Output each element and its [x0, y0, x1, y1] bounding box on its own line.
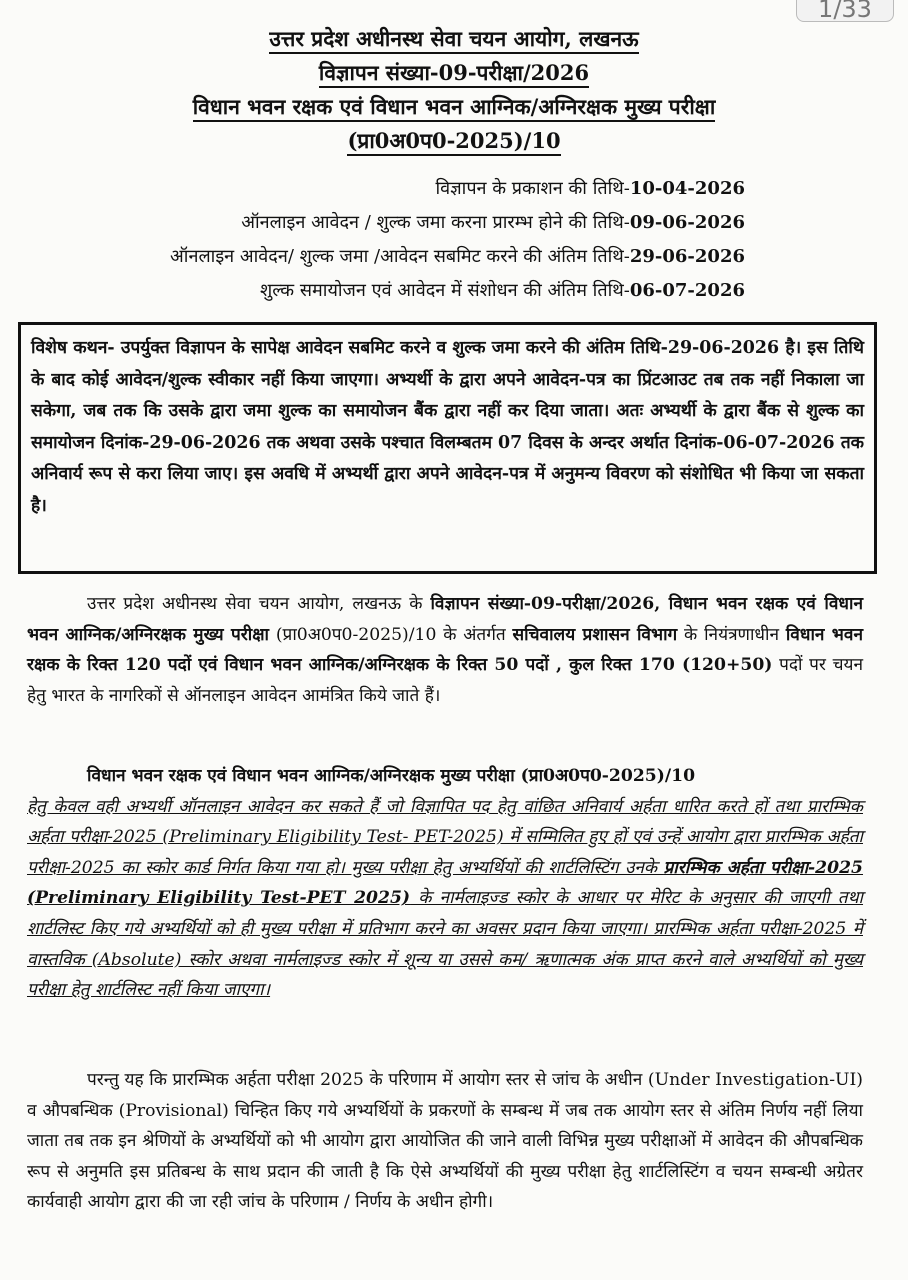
proviso-paragraph: परन्तु यह कि प्रारम्भिक अर्हता परीक्षा 2025 के परिणाम में आयोग स्तर से जांच के अधीन (Under Investigation-UI) व औपबन्धिक (Provisional) चिन्हित किए गये अभ्यर्थियों के प्रकरणों के सम्बन्ध में जब तक आयोग स्तर से अंतिम निर्णय नहीं लिया जाता तब तक इन श्रेणियों के अभ्यर्थियों को भी आयोग द्वारा आयोजित की जाने वाली विभिन्न मुख्य परीक्षाओं में आवेदन की औपबन्धिक रूप से अनुमति इस प्रतिबन्ध के साथ प्रदान की जाती है कि ऐसे अभ्यर्थियों की मुख्य परीक्षा हेतु शार्टलिस्टिंग व चयन सम्बन्धी अग्रेतर कार्यवाही आयोग द्वारा की जा रही जांच के परिणाम / निर्णय के अधीन होगी। [27, 1070, 863, 1213]
eligibility-body: हेतु केवल वही अभ्यर्थी ऑनलाइन आवेदन कर सकते हैं जो विज्ञापित पद हेतु वांछित अनिवार्य अर्हता धारित करते हों तथा प्रारम्भिक अर्हता परीक्षा-2025 (Preliminary Eligibility Test- PET-2025) में सम्मिलित हुए हों एवं उन्हें आयोग द्वारा प्रारम्भिक अर्हता परीक्षा-2025 का स्कोर कार्ड निर्गत किया गया हो। मुख्य परीक्षा हेतु अभ्यर्थियों की शार्टलिस्टिंग उनके प्रारम्भिक अर्हता परीक्षा-2025 (Preliminary Eligibility Test-PET 2025) के नार्मलाइज्ड स्कोर के आधार पर मेरिट के अनुसार की जाएगी तथा शार्टलिस्ट किए गये अभ्यर्थियों को ही मुख्य परीक्षा में प्रतिभाग करने का अवसर प्रदान किया जाएगा। प्रारम्भिक अर्हता परीक्षा-2025 में वास्तविक (Absolute) स्कोर अथवा नार्मलाइज्ड स्कोर में शून्य या उससे कम/ ऋणात्मक अंक प्राप्त करने वाले अभ्यर्थियों को मुख्य परीक्षा हेतु शार्टलिस्ट नहीं किया जाएगा। [27, 796, 864, 1001]
date-row-publication: विज्ञापन के प्रकाशन की तिथि-10-04-2026 [435, 178, 745, 199]
document-header [0, 22, 908, 158]
important-dates [170, 172, 745, 308]
special-notice-box: विशेष कथन- उपर्युक्त विज्ञापन के सापेक्ष आवेदन सबमिट करने व शुल्क जमा करने की अंतिम तिथि-29-06-2026 है। इस तिथि के बाद कोई आवेदन/शुल्क स्वीकार नहीं किया जाएगा। अभ्यर्थी के द्वारा अपने आवेदन-पत्र का प्रिंटआउट तब तक नहीं निकाला जा सकेगा, जब तक कि उसके द्वारा जमा शुल्क का समायोजन बैंक द्वारा नहीं कर दिया जाता। अतः अभ्यर्थी के द्वारा बैंक से शुल्क का समायोजन दिनांक-29-06-2026 तक अथवा उसके पश्चात विलम्बतम 07 दिवस के अन्दर अर्थात दिनांक-06-07-2026 तक अनिवार्य रूप से करा लिया जाए। इस अवधि में अभ्यर्थी द्वारा अपने आवेदन-पत्र में अनुमन्य विवरण को संशोधित भी किया जा सकता है। [18, 322, 877, 574]
date-row-fee-correction-end: शुल्क समायोजन एवं आवेदन में संशोधन की अंतिम तिथि-06-07-2026 [259, 280, 745, 301]
intro-paragraph: उत्तर प्रदेश अधीनस्थ सेवा चयन आयोग, लखनऊ के विज्ञापन संख्या-09-परीक्षा/2026, विधान भवन रक्षक एवं विधान भवन आग्निक/अग्निरक्षक मुख्य परीक्षा (प्रा0अ0प0-2025)/10 के अंतर्गत सचिवालय प्रशासन विभाग के नियंत्रणाधीन विधान भवन रक्षक के रिक्त 120 पदों एवं विधान भवन आग्निक/अग्निरक्षक के रिक्त 50 पदों , कुल रिक्त 170 (120+50) पदों पर चयन हेतु भारत के नागरिकों से ऑनलाइन आवेदन आमंत्रित किये जाते हैं। [27, 594, 863, 706]
commission-name: उत्तर प्रदेश अधीनस्थ सेवा चयन आयोग, लखनऊ [0, 22, 908, 56]
date-row-application-start: ऑनलाइन आवेदन / शुल्क जमा करना प्रारम्भ होने की तिथि-09-06-2026 [241, 212, 745, 233]
eligibility-paragraph [27, 761, 863, 1006]
eligibility-lead: विधान भवन रक्षक एवं विधान भवन आग्निक/अग्निरक्षक मुख्य परीक्षा (प्रा0अ0प0-2025)/10 [87, 766, 696, 786]
exam-title: विधान भवन रक्षक एवं विधान भवन आग्निक/अग्निरक्षक मुख्य परीक्षा [0, 90, 908, 124]
page-counter: 1/33 [796, 0, 894, 22]
date-row-application-end: ऑनलाइन आवेदन/ शुल्क जमा /आवेदन सबमिट करने की अंतिम तिथि-29-06-2026 [170, 246, 745, 267]
advertisement-number: विज्ञापन संख्या-09-परीक्षा/2026 [0, 56, 908, 90]
exam-code: (प्रा0अ0प0-2025)/10 [0, 124, 908, 158]
